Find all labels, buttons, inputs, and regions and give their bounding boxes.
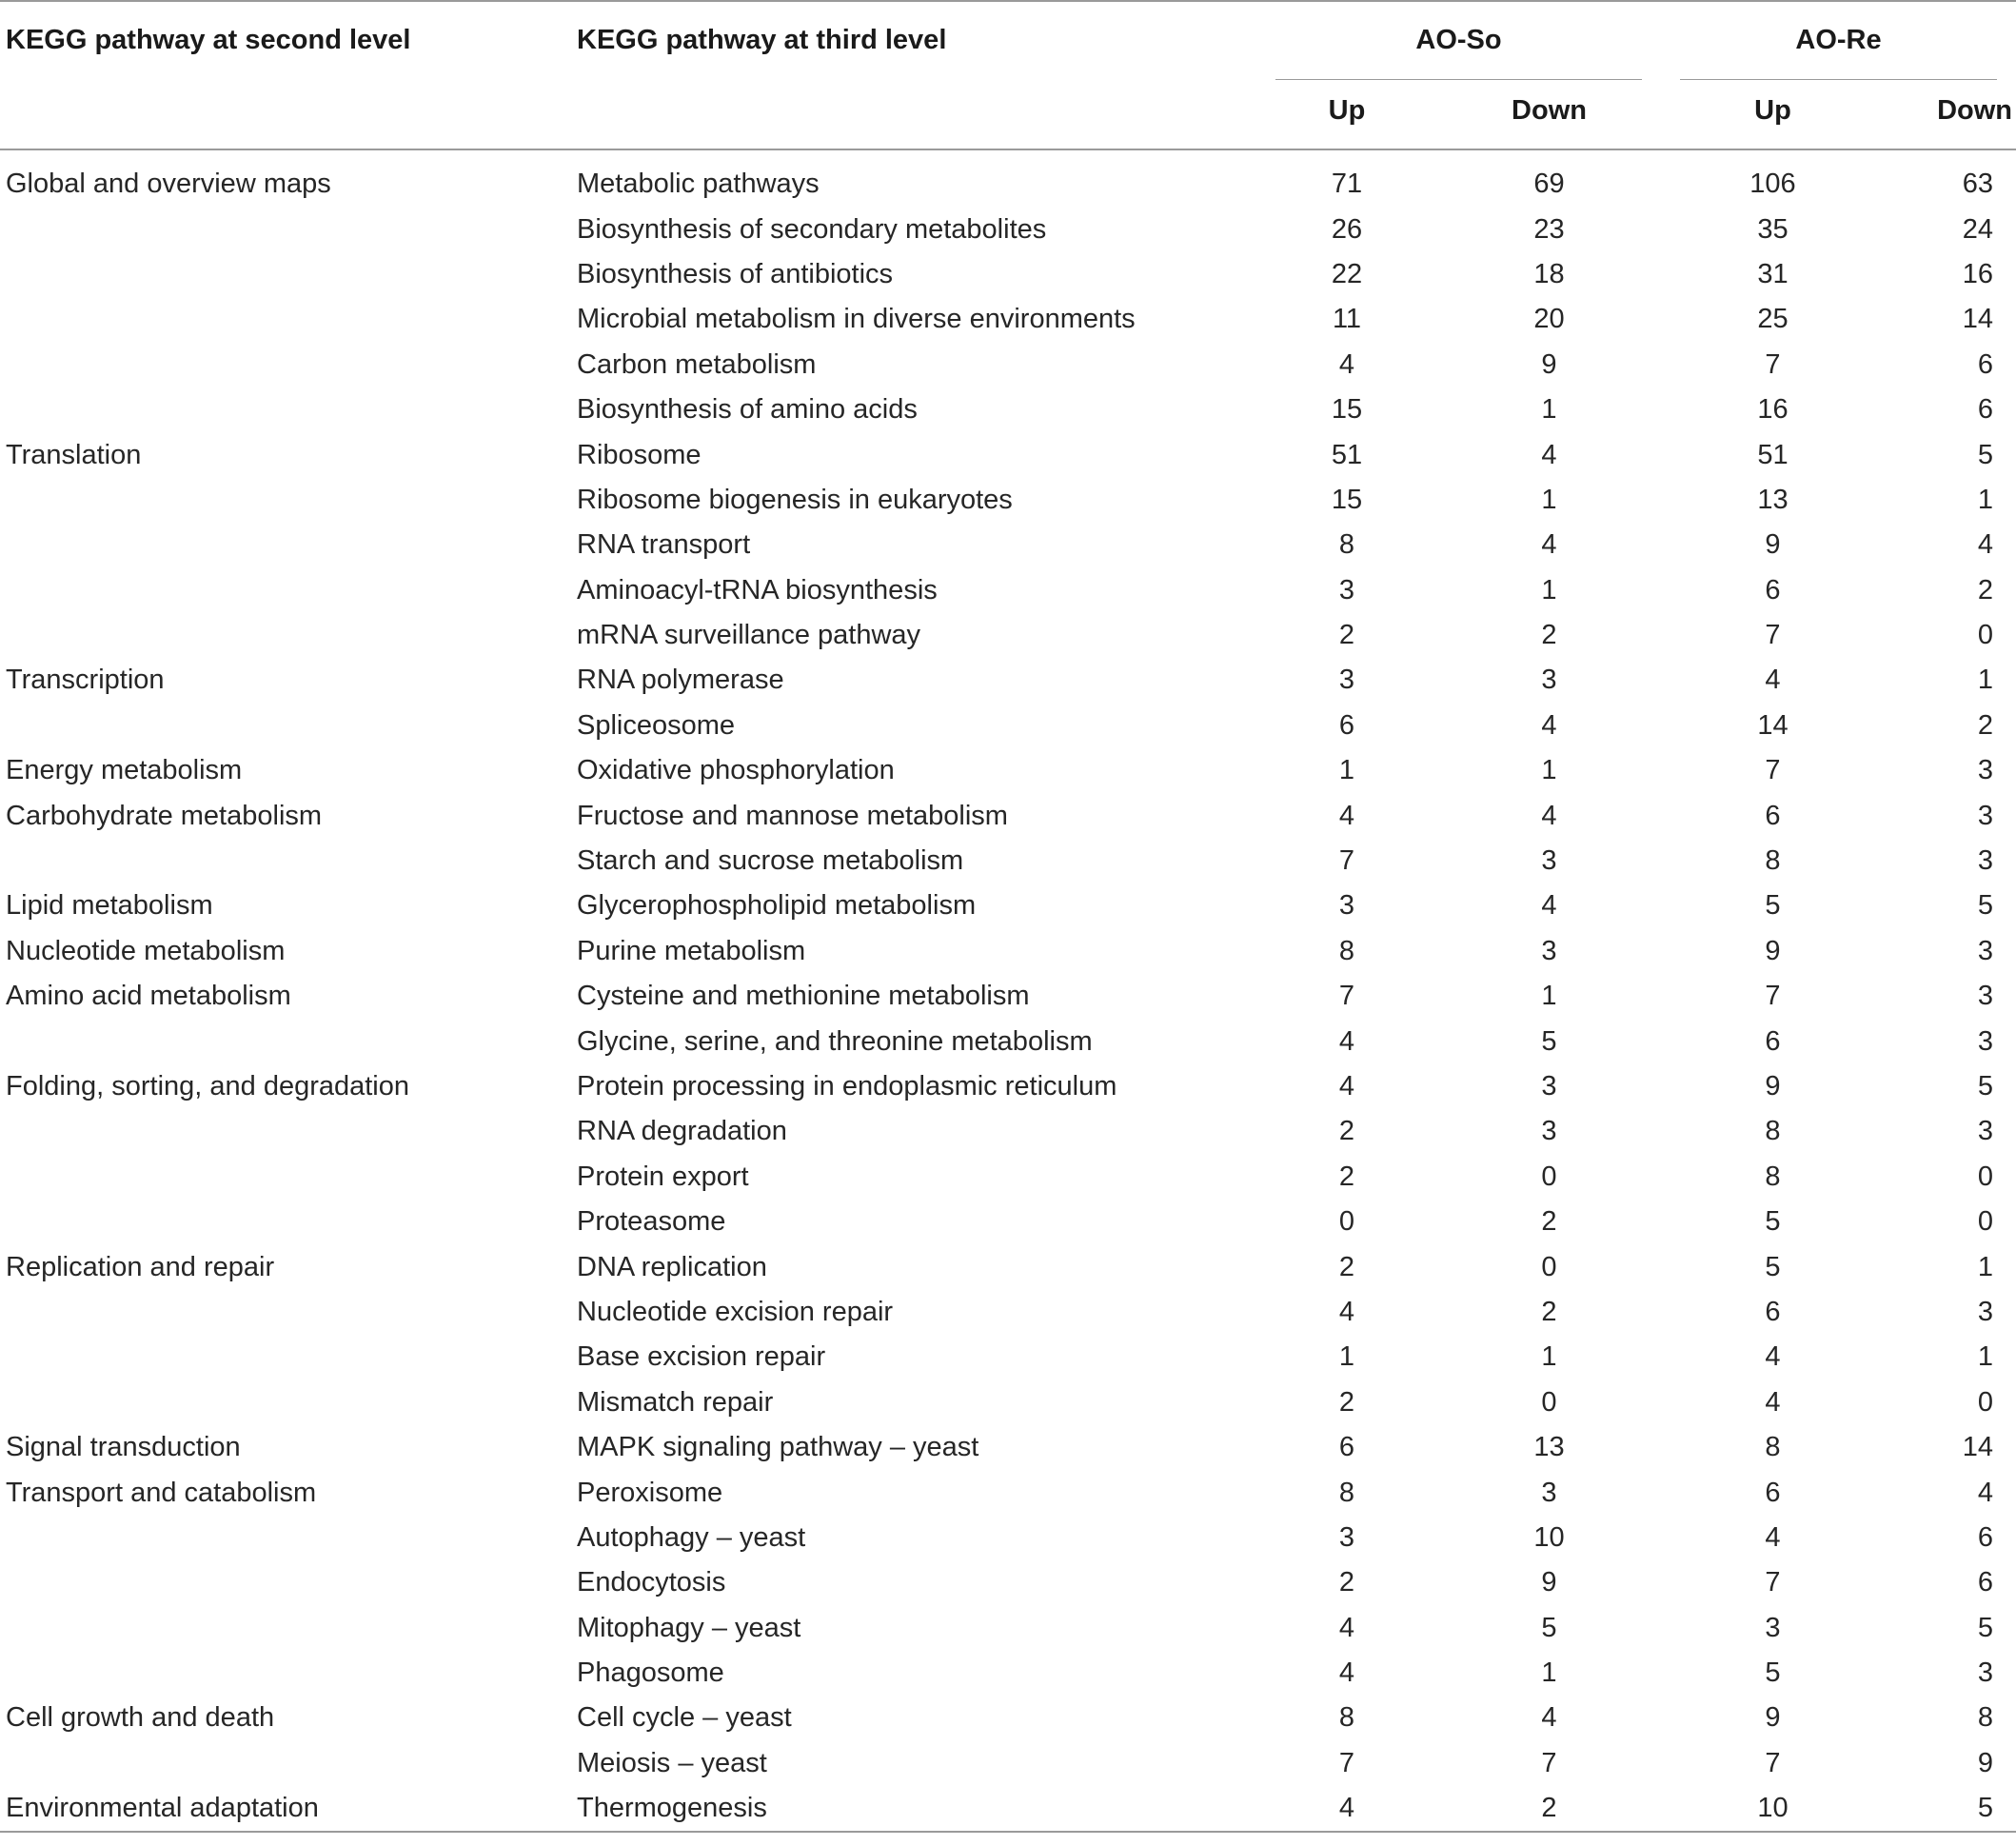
cell-second-level: Replication and repair <box>6 1251 275 1282</box>
cell-ao-so-up: 4 <box>1338 1296 1355 1327</box>
cell-third-level: Cysteine and methionine metabolism <box>577 981 1030 1012</box>
cell-ao-re-down: 14 <box>1962 1432 1994 1463</box>
cell-second-level <box>0 207 571 251</box>
cell-second-level: Signal transduction <box>6 1432 241 1463</box>
cell-ao-re-down: 5 <box>1977 1071 1994 1102</box>
table-row <box>0 478 2016 523</box>
cell-ao-re-down: 16 <box>1962 258 1994 289</box>
cell-ao-so-up: 7 <box>1338 845 1355 877</box>
cell-ao-re-up: 5 <box>1765 1657 1781 1689</box>
cell-ao-re-down: 0 <box>1977 1206 1994 1238</box>
cell-ao-re-up: 8 <box>1765 845 1781 877</box>
cell-ao-so-up: 71 <box>1331 169 1363 200</box>
cell-ao-re-down: 3 <box>1977 845 1994 877</box>
header-group-ao-so <box>1256 1 1661 80</box>
cell-third-level: Cell cycle – yeast <box>577 1702 792 1734</box>
cell-ao-re-down: 3 <box>1977 935 1994 966</box>
table-row <box>0 1470 2016 1515</box>
cell-second-level <box>0 1516 571 1560</box>
cell-third-level: Nucleotide excision repair <box>577 1296 894 1327</box>
cell-third-level: Aminoacyl-tRNA biosynthesis <box>577 574 938 605</box>
cell-ao-so-down: 9 <box>1541 1567 1557 1598</box>
cell-second-level <box>0 1019 571 1063</box>
cell-third-level: Protein export <box>577 1161 749 1192</box>
cell-third-level: Biosynthesis of secondary metabolites <box>577 213 1047 245</box>
cell-second-level: Energy metabolism <box>6 755 243 786</box>
cell-ao-re-down: 0 <box>1977 1386 1994 1418</box>
header-group-ao-re <box>1661 1 2016 80</box>
cell-second-level: Translation <box>6 439 142 470</box>
cell-ao-re-down: 1 <box>1977 1251 1994 1282</box>
cell-ao-so-up: 2 <box>1338 1386 1355 1418</box>
cell-third-level: Mitophagy – yeast <box>577 1612 801 1643</box>
table-row <box>0 974 2016 1019</box>
cell-ao-so-down: 3 <box>1541 1071 1557 1102</box>
cell-third-level: Phagosome <box>577 1657 724 1689</box>
cell-third-level: Protein processing in endoplasmic reticulum <box>577 1071 1117 1102</box>
cell-third-level: Starch and sucrose metabolism <box>577 845 964 877</box>
cell-ao-so-down: 1 <box>1541 574 1557 605</box>
cell-second-level <box>0 704 571 748</box>
cell-ao-so-down: 2 <box>1541 1206 1557 1238</box>
cell-ao-so-up: 6 <box>1338 1432 1355 1463</box>
header-re-up: Up <box>1754 94 1791 126</box>
cell-second-level <box>0 1651 571 1696</box>
cell-ao-so-down: 7 <box>1541 1747 1557 1778</box>
cell-ao-re-up: 8 <box>1765 1161 1781 1192</box>
cell-third-level: Carbon metabolism <box>577 348 817 380</box>
cell-ao-so-up: 4 <box>1338 1071 1355 1102</box>
table-row <box>0 432 2016 477</box>
cell-ao-so-up: 3 <box>1338 890 1355 922</box>
cell-second-level <box>0 523 571 567</box>
table-row <box>0 1290 2016 1335</box>
cell-ao-so-up: 8 <box>1338 529 1355 561</box>
cell-third-level: Endocytosis <box>577 1567 726 1598</box>
cell-ao-re-down: 4 <box>1977 1477 1994 1508</box>
table-row <box>0 1335 2016 1380</box>
table-row <box>0 1244 2016 1289</box>
cell-ao-so-up: 4 <box>1338 800 1355 831</box>
cell-second-level: Transcription <box>6 665 165 696</box>
cell-second-level: Folding, sorting, and degradation <box>6 1071 410 1102</box>
cell-ao-re-up: 8 <box>1765 1116 1781 1147</box>
group-label-ao-so: AO-So <box>1415 25 1502 55</box>
cell-ao-so-up: 1 <box>1338 755 1355 786</box>
cell-ao-so-up: 2 <box>1338 1161 1355 1192</box>
cell-ao-re-down: 5 <box>1977 890 1994 922</box>
table-row <box>0 1516 2016 1560</box>
cell-ao-re-up: 4 <box>1765 1386 1781 1418</box>
cell-ao-so-down: 69 <box>1533 169 1565 200</box>
cell-ao-re-down: 3 <box>1977 1657 1994 1689</box>
cell-second-level <box>0 1560 571 1605</box>
cell-ao-so-down: 5 <box>1541 1612 1557 1643</box>
cell-ao-re-down: 6 <box>1977 1521 1994 1553</box>
cell-ao-re-down: 63 <box>1962 169 1994 200</box>
cell-ao-re-down: 5 <box>1977 1793 1994 1824</box>
cell-ao-so-up: 4 <box>1338 348 1355 380</box>
cell-second-level <box>0 1335 571 1380</box>
cell-ao-so-up: 7 <box>1338 981 1355 1012</box>
cell-ao-re-up: 8 <box>1765 1432 1781 1463</box>
cell-ao-so-down: 1 <box>1541 484 1557 515</box>
cell-third-level: Metabolic pathways <box>577 169 820 200</box>
cell-ao-re-up: 31 <box>1757 258 1789 289</box>
table-row <box>0 1425 2016 1470</box>
cell-ao-re-up: 6 <box>1765 1296 1781 1327</box>
cell-second-level <box>0 387 571 432</box>
cell-ao-re-down: 24 <box>1962 213 1994 245</box>
cell-second-level <box>0 1380 571 1425</box>
cell-ao-so-up: 0 <box>1338 1206 1355 1238</box>
cell-ao-so-up: 2 <box>1338 620 1355 651</box>
cell-ao-re-down: 1 <box>1977 484 1994 515</box>
table-row <box>0 613 2016 658</box>
cell-ao-re-up: 4 <box>1765 1341 1781 1373</box>
table-row <box>0 839 2016 883</box>
cell-ao-so-down: 4 <box>1541 529 1557 561</box>
table-row <box>0 1560 2016 1605</box>
cell-ao-re-up: 7 <box>1765 981 1781 1012</box>
cell-ao-so-up: 4 <box>1338 1793 1355 1824</box>
cell-third-level: Proteasome <box>577 1206 726 1238</box>
table-row <box>0 1200 2016 1244</box>
cell-ao-so-up: 2 <box>1338 1251 1355 1282</box>
table-row <box>0 1696 2016 1740</box>
cell-second-level <box>0 343 571 387</box>
cell-ao-so-up: 51 <box>1331 439 1363 470</box>
header-second-level: KEGG pathway at second level <box>6 25 411 55</box>
cell-ao-re-up: 16 <box>1757 394 1789 426</box>
cell-ao-so-up: 2 <box>1338 1116 1355 1147</box>
cell-ao-re-up: 6 <box>1765 1025 1781 1057</box>
cell-ao-re-down: 0 <box>1977 1161 1994 1192</box>
cell-ao-so-up: 4 <box>1338 1657 1355 1689</box>
cell-ao-re-up: 35 <box>1757 213 1789 245</box>
table-row <box>0 207 2016 251</box>
table-row <box>0 1651 2016 1696</box>
cell-ao-so-down: 4 <box>1541 890 1557 922</box>
cell-ao-so-up: 7 <box>1338 1747 1355 1778</box>
cell-ao-so-up: 8 <box>1338 1477 1355 1508</box>
cell-ao-re-up: 106 <box>1749 169 1796 200</box>
cell-ao-so-down: 9 <box>1541 348 1557 380</box>
cell-ao-so-down: 3 <box>1541 935 1557 966</box>
cell-ao-so-up: 3 <box>1338 574 1355 605</box>
cell-third-level: Oxidative phosphorylation <box>577 755 895 786</box>
cell-ao-re-up: 9 <box>1765 935 1781 966</box>
cell-ao-re-down: 1 <box>1977 1341 1994 1373</box>
cell-ao-re-down: 5 <box>1977 1612 1994 1643</box>
table-row <box>0 1786 2016 1832</box>
cell-ao-so-down: 1 <box>1541 1341 1557 1373</box>
table-row <box>0 1380 2016 1425</box>
table-row <box>0 658 2016 703</box>
table-row <box>0 343 2016 387</box>
cell-second-level <box>0 1155 571 1200</box>
cell-third-level: mRNA surveillance pathway <box>577 620 921 651</box>
cell-third-level: Base excision repair <box>577 1341 826 1373</box>
cell-ao-so-down: 1 <box>1541 1657 1557 1689</box>
cell-third-level: Thermogenesis <box>577 1793 767 1824</box>
cell-second-level: Global and overview maps <box>6 169 331 200</box>
cell-third-level: Purine metabolism <box>577 935 806 966</box>
cell-ao-re-down: 1 <box>1977 665 1994 696</box>
cell-ao-re-up: 51 <box>1757 439 1789 470</box>
cell-ao-re-down: 6 <box>1977 1567 1994 1598</box>
cell-ao-re-up: 4 <box>1765 1521 1781 1553</box>
cell-ao-re-down: 3 <box>1977 800 1994 831</box>
cell-third-level: RNA polymerase <box>577 665 784 696</box>
cell-ao-so-down: 1 <box>1541 755 1557 786</box>
table-row <box>0 1606 2016 1651</box>
cell-third-level: Biosynthesis of amino acids <box>577 394 918 426</box>
cell-second-level <box>0 568 571 613</box>
cell-ao-so-down: 1 <box>1541 981 1557 1012</box>
cell-ao-re-up: 13 <box>1757 484 1789 515</box>
cell-ao-re-down: 3 <box>1977 1025 1994 1057</box>
cell-ao-re-down: 3 <box>1977 755 1994 786</box>
cell-second-level <box>0 1290 571 1335</box>
cell-second-level: Amino acid metabolism <box>6 981 291 1012</box>
cell-ao-re-down: 6 <box>1977 394 1994 426</box>
cell-second-level <box>0 1741 571 1786</box>
cell-ao-so-down: 4 <box>1541 439 1557 470</box>
cell-ao-re-up: 5 <box>1765 1251 1781 1282</box>
cell-ao-re-down: 14 <box>1962 304 1994 335</box>
group-label-ao-re: AO-Re <box>1795 25 1882 55</box>
cell-ao-re-up: 6 <box>1765 1477 1781 1508</box>
cell-ao-re-down: 8 <box>1977 1702 1994 1734</box>
cell-ao-so-up: 15 <box>1331 394 1363 426</box>
cell-ao-so-up: 1 <box>1338 1341 1355 1373</box>
cell-ao-so-down: 18 <box>1533 258 1565 289</box>
cell-ao-re-down: 6 <box>1977 348 1994 380</box>
table-row <box>0 149 2016 207</box>
cell-third-level: Ribosome <box>577 439 702 470</box>
cell-third-level: Microbial metabolism in diverse environments <box>577 304 1136 335</box>
cell-ao-so-down: 4 <box>1541 1702 1557 1734</box>
cell-ao-so-up: 4 <box>1338 1612 1355 1643</box>
cell-ao-re-up: 7 <box>1765 1747 1781 1778</box>
cell-ao-re-down: 2 <box>1977 574 1994 605</box>
cell-ao-re-up: 9 <box>1765 1071 1781 1102</box>
cell-ao-re-up: 7 <box>1765 620 1781 651</box>
table-row <box>0 748 2016 793</box>
table-row <box>0 568 2016 613</box>
cell-ao-so-down: 0 <box>1541 1161 1557 1192</box>
cell-second-level: Lipid metabolism <box>6 890 213 922</box>
cell-ao-so-down: 4 <box>1541 800 1557 831</box>
table-row <box>0 252 2016 297</box>
cell-ao-so-down: 10 <box>1533 1521 1565 1553</box>
cell-ao-re-down: 3 <box>1977 1296 1994 1327</box>
cell-second-level: Transport and catabolism <box>6 1477 317 1508</box>
cell-ao-re-down: 0 <box>1977 620 1994 651</box>
cell-ao-so-up: 6 <box>1338 709 1355 741</box>
cell-ao-so-down: 1 <box>1541 394 1557 426</box>
cell-third-level: Glycine, serine, and threonine metabolism <box>577 1025 1093 1057</box>
cell-ao-re-up: 25 <box>1757 304 1789 335</box>
cell-second-level: Cell growth and death <box>6 1702 275 1734</box>
table-row <box>0 1019 2016 1063</box>
table-row <box>0 1064 2016 1109</box>
cell-ao-so-down: 5 <box>1541 1025 1557 1057</box>
cell-ao-re-up: 9 <box>1765 1702 1781 1734</box>
cell-ao-so-down: 2 <box>1541 1793 1557 1824</box>
cell-ao-so-down: 20 <box>1533 304 1565 335</box>
cell-second-level <box>0 613 571 658</box>
cell-ao-so-down: 23 <box>1533 213 1565 245</box>
cell-ao-so-up: 22 <box>1331 258 1363 289</box>
cell-ao-so-up: 26 <box>1331 213 1363 245</box>
cell-ao-so-up: 2 <box>1338 1567 1355 1598</box>
cell-second-level <box>0 478 571 523</box>
cell-ao-re-down: 3 <box>1977 981 1994 1012</box>
cell-ao-re-up: 7 <box>1765 348 1781 380</box>
header-third-level: KEGG pathway at third level <box>577 25 947 55</box>
cell-ao-so-up: 3 <box>1338 1521 1355 1553</box>
cell-ao-re-up: 7 <box>1765 755 1781 786</box>
cell-third-level: RNA degradation <box>577 1116 787 1147</box>
cell-ao-so-up: 8 <box>1338 1702 1355 1734</box>
header-so-up: Up <box>1328 94 1366 126</box>
cell-ao-so-down: 3 <box>1541 1116 1557 1147</box>
cell-ao-so-down: 3 <box>1541 665 1557 696</box>
cell-third-level: MAPK signaling pathway – yeast <box>577 1432 979 1463</box>
cell-second-level <box>0 1606 571 1651</box>
cell-third-level: Glycerophospholipid metabolism <box>577 890 977 922</box>
cell-third-level: Biosynthesis of antibiotics <box>577 258 894 289</box>
table-row <box>0 929 2016 974</box>
table-row <box>0 1741 2016 1786</box>
cell-ao-so-down: 2 <box>1541 1296 1557 1327</box>
cell-second-level: Environmental adaptation <box>6 1793 319 1824</box>
cell-ao-so-down: 4 <box>1541 709 1557 741</box>
cell-second-level <box>0 297 571 342</box>
cell-ao-re-down: 4 <box>1977 529 1994 561</box>
cell-ao-re-down: 9 <box>1977 1747 1994 1778</box>
header-row-groups <box>0 1 2016 80</box>
cell-ao-so-down: 13 <box>1533 1432 1565 1463</box>
cell-ao-re-up: 3 <box>1765 1612 1781 1643</box>
table-row <box>0 523 2016 567</box>
cell-ao-re-down: 5 <box>1977 439 1994 470</box>
cell-third-level: Meiosis – yeast <box>577 1747 767 1778</box>
table-row <box>0 297 2016 342</box>
cell-ao-so-down: 3 <box>1541 845 1557 877</box>
cell-second-level <box>0 1200 571 1244</box>
cell-third-level: Ribosome biogenesis in eukaryotes <box>577 484 1013 515</box>
table-row <box>0 1109 2016 1154</box>
cell-third-level: Autophagy – yeast <box>577 1521 806 1553</box>
cell-ao-re-up: 5 <box>1765 1206 1781 1238</box>
cell-second-level: Nucleotide metabolism <box>6 935 286 966</box>
cell-ao-so-up: 15 <box>1331 484 1363 515</box>
cell-ao-re-up: 10 <box>1757 1793 1789 1824</box>
cell-second-level <box>0 1109 571 1154</box>
cell-ao-so-down: 3 <box>1541 1477 1557 1508</box>
cell-third-level: Fructose and mannose metabolism <box>577 800 1008 831</box>
table-row <box>0 704 2016 748</box>
cell-third-level: Peroxisome <box>577 1477 723 1508</box>
cell-ao-so-down: 0 <box>1541 1386 1557 1418</box>
cell-ao-re-down: 3 <box>1977 1116 1994 1147</box>
cell-third-level: Mismatch repair <box>577 1386 774 1418</box>
cell-ao-re-up: 5 <box>1765 890 1781 922</box>
cell-second-level <box>0 252 571 297</box>
cell-third-level: RNA transport <box>577 529 751 561</box>
table-header <box>0 1 2016 149</box>
cell-third-level: Spliceosome <box>577 709 736 741</box>
cell-ao-so-down: 2 <box>1541 620 1557 651</box>
table-row <box>0 883 2016 928</box>
table-row <box>0 1155 2016 1200</box>
cell-ao-so-up: 3 <box>1338 665 1355 696</box>
table-row <box>0 387 2016 432</box>
cell-ao-so-down: 0 <box>1541 1251 1557 1282</box>
cell-third-level: DNA replication <box>577 1251 767 1282</box>
cell-ao-so-up: 4 <box>1338 1025 1355 1057</box>
cell-ao-re-up: 9 <box>1765 529 1781 561</box>
cell-second-level <box>0 839 571 883</box>
cell-ao-re-up: 7 <box>1765 1567 1781 1598</box>
cell-ao-so-up: 11 <box>1332 304 1362 335</box>
cell-ao-re-up: 14 <box>1757 709 1789 741</box>
header-so-down: Down <box>1512 94 1587 126</box>
cell-ao-re-up: 6 <box>1765 800 1781 831</box>
header-re-down: Down <box>1937 94 2013 126</box>
cell-second-level: Carbohydrate metabolism <box>6 800 323 831</box>
table-body <box>0 149 2016 1832</box>
table-row <box>0 793 2016 838</box>
cell-ao-so-up: 8 <box>1338 935 1355 966</box>
cell-ao-re-up: 4 <box>1765 665 1781 696</box>
cell-ao-re-up: 6 <box>1765 574 1781 605</box>
cell-ao-re-down: 2 <box>1977 709 1994 741</box>
